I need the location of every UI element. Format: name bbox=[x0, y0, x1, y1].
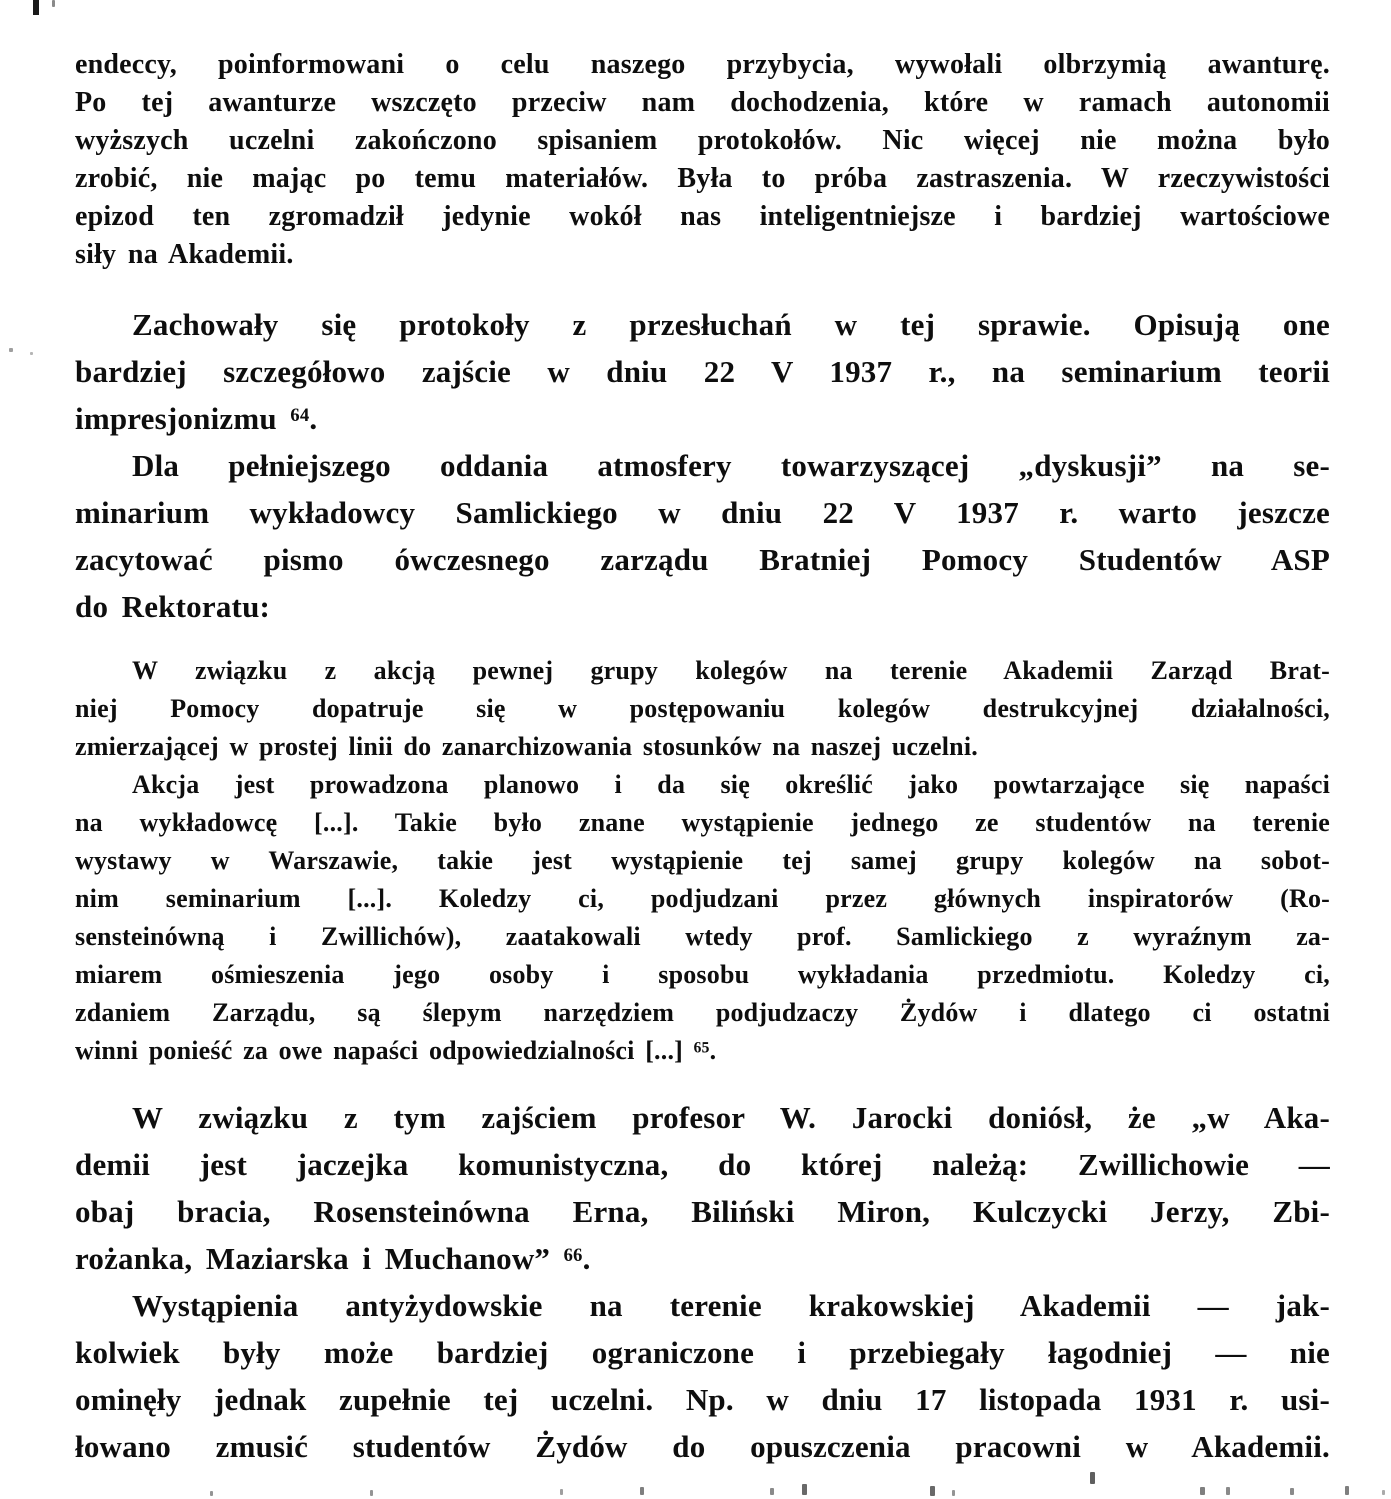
paragraph-jarocki bbox=[75, 1094, 1330, 1282]
paragraph-zachowaly bbox=[75, 301, 1330, 442]
text-line: zacytować pismo ówczesnego zarządu Bratniej Pomocy Studentów ASP bbox=[75, 542, 1330, 577]
text-line: epizod ten zgromadził jedynie wokół nas inteligentniejsze i bardziej wartościowe bbox=[75, 201, 1330, 232]
text-line: zmierzającej w prostej linii do zanarchizowania stosunków na naszej uczelni. bbox=[75, 732, 978, 761]
text-line: Po tej awanturze wszczęto przeciw nam dochodzenia, które w ramach autonomii bbox=[75, 87, 1330, 118]
text-line: W związku z akcją pewnej grupy kolegów na terenie Akademii Zarząd Brat- bbox=[132, 656, 1330, 685]
text-line: sensteinówną i Zwillichów), zaatakowali wtedy prof. Samlickiego z wyraźnym za- bbox=[75, 922, 1330, 951]
text-line: na wykładowcę [...]. Takie było znane wystąpienie jednego ze studentów na terenie bbox=[75, 808, 1330, 837]
text-line: W związku z tym zajściem profesor W. Jarocki doniósł, że „w Aka- bbox=[132, 1100, 1330, 1135]
text-line: kolwiek były może bardziej ograniczone i przebiegały łagodniej — nie bbox=[75, 1335, 1330, 1370]
paragraph-dla-pelniejszego bbox=[75, 442, 1330, 630]
text-line: ominęły jednak zupełnie tej uczelni. Np. w dniu 17 listopada 1931 r. usi- bbox=[75, 1382, 1330, 1417]
quote-paragraph-1 bbox=[75, 652, 1330, 766]
text-line: Dla pełniejszego oddania atmosfery towarzyszącej „dyskusji” na se- bbox=[132, 448, 1330, 483]
text-line: wystawy w Warszawie, takie jest wystąpienie tej samej grupy kolegów na sobot- bbox=[75, 846, 1330, 875]
text-line: nim seminarium [...]. Koledzy ci, podjudzani przez głównych inspiratorów (Ro- bbox=[75, 884, 1330, 913]
text-line: minarium wykładowcy Samlickiego w dniu 22 V 1937 r. warto jeszcze bbox=[75, 495, 1330, 530]
paragraph-continuation bbox=[75, 46, 1330, 274]
scan-artifact bbox=[30, 352, 33, 355]
scan-artifact bbox=[52, 0, 55, 7]
text-line: winni ponieść za owe napaści odpowiedzialności [...] ⁶⁵. bbox=[75, 1036, 717, 1065]
scan-artifact bbox=[33, 0, 39, 15]
text-line: wyższych uczelni zakończono spisaniem protokołów. Nic więcej nie można było bbox=[75, 125, 1330, 156]
text-line: impresjonizmu ⁶⁴. bbox=[75, 401, 318, 436]
text-line: miarem ośmieszenia jego osoby i sposobu wykładania przedmiotu. Koledzy ci, bbox=[75, 960, 1330, 989]
paragraph-wystapienia bbox=[75, 1282, 1330, 1470]
text-line: rożanka, Maziarska i Muchanow” ⁶⁶. bbox=[75, 1241, 591, 1276]
text-line: zrobić, nie mając po temu materiałów. Była to próba zastraszenia. W rzeczywistości bbox=[75, 163, 1330, 194]
text-line: obaj bracia, Rosensteinówna Erna, Biliński Miron, Kulczycki Jerzy, Zbi- bbox=[75, 1194, 1330, 1229]
scan-artifact bbox=[9, 348, 13, 352]
text-line: demii jest jaczejka komunistyczna, do której należą: Zwillichowie — bbox=[75, 1147, 1330, 1182]
text-line: endeccy, poinformowani o celu naszego przybycia, wywołali olbrzymią awanturę. bbox=[75, 49, 1330, 80]
text-line: niej Pomocy dopatruje się w postępowaniu kolegów destrukcyjnej działalności, bbox=[75, 694, 1330, 723]
text-line: bardziej szczegółowo zajście w dniu 22 V 1937 r., na seminarium teorii bbox=[75, 354, 1330, 389]
text-line: łowano zmusić studentów Żydów do opuszczenia pracowni w Akademii. bbox=[75, 1429, 1330, 1464]
text-line: siły na Akademii. bbox=[75, 239, 294, 270]
text-line: do Rektoratu: bbox=[75, 589, 271, 624]
text-line: zdaniem Zarządu, są ślepym narzędziem podjudzaczy Żydów i dlatego ci ostatni bbox=[75, 998, 1330, 1027]
text-line: Wystąpienia antyżydowskie na terenie krakowskiej Akademii — jak- bbox=[132, 1288, 1330, 1323]
text-line: Zachowały się protokoły z przesłuchań w tej sprawie. Opisują one bbox=[132, 307, 1330, 342]
text-line: Akcja jest prowadzona planowo i da się określić jako powtarzające się napaści bbox=[132, 770, 1330, 799]
quote-paragraph-2 bbox=[75, 766, 1330, 1070]
